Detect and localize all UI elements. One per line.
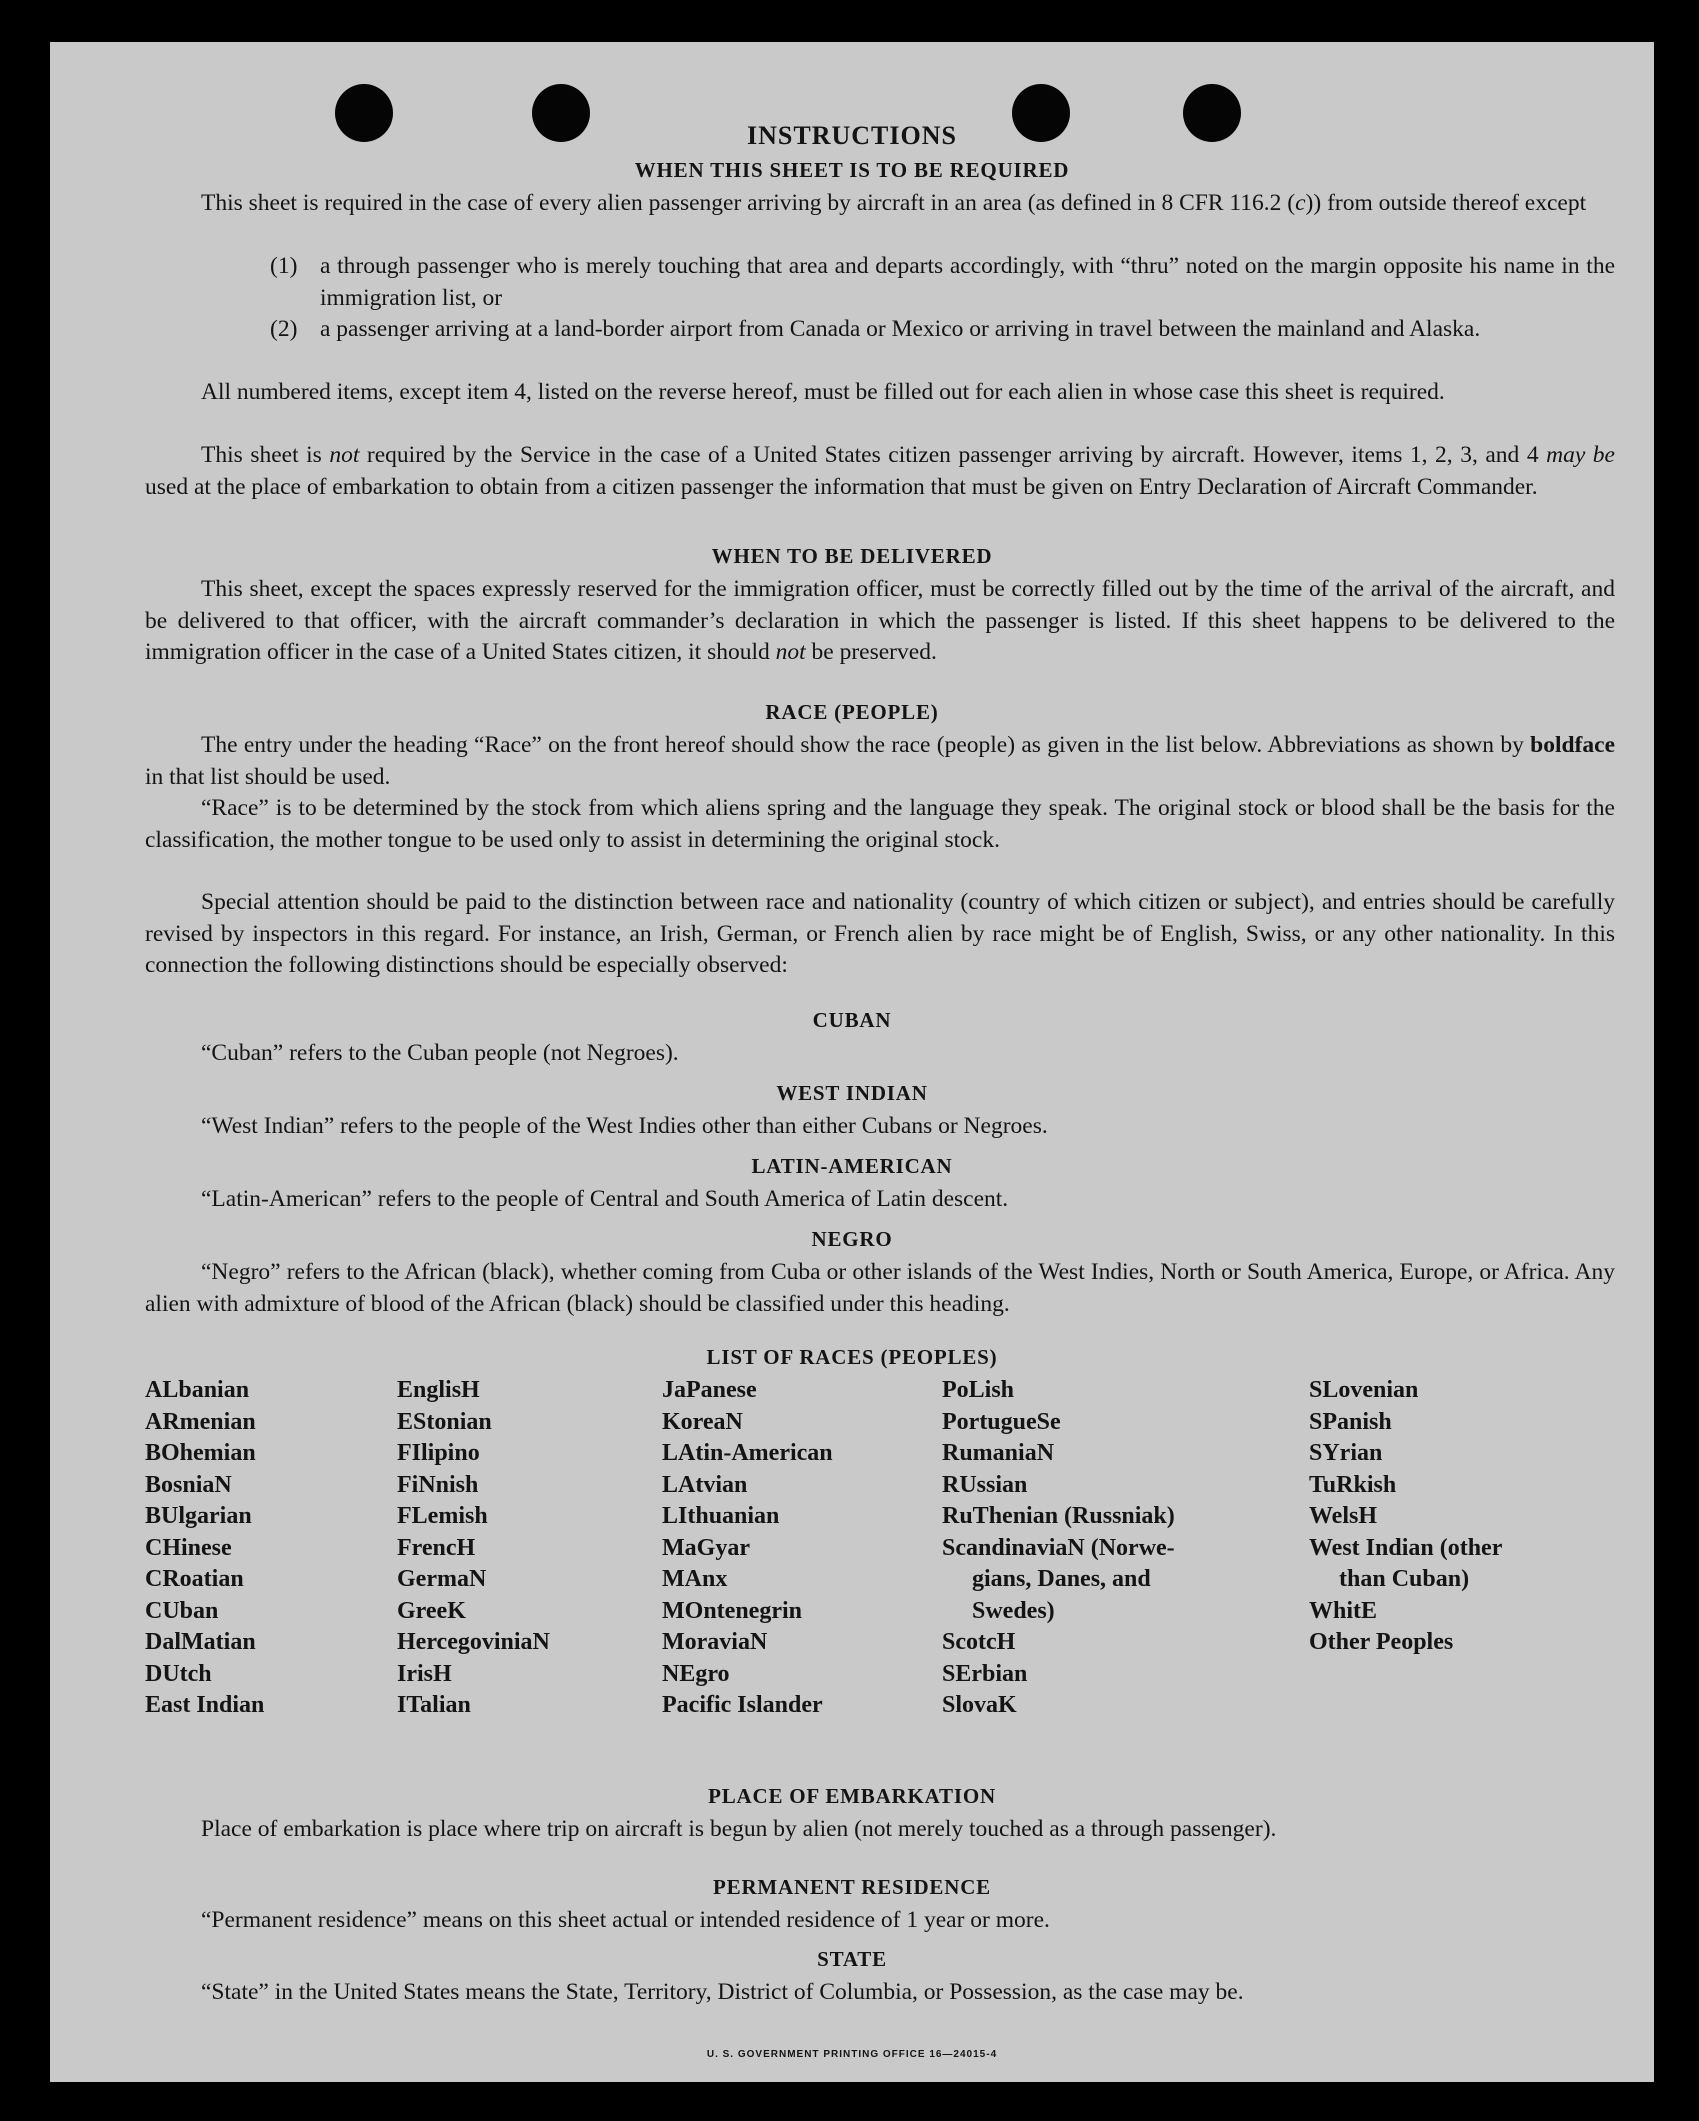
race-item: NEgro bbox=[662, 1660, 730, 1687]
race-item: RuThenian (Russniak) bbox=[942, 1503, 1175, 1529]
race-item: MaGyar bbox=[662, 1534, 750, 1561]
heading-latin-american: LATIN-AMERICAN bbox=[751, 1154, 953, 1178]
race-item: Swedes) bbox=[972, 1597, 1055, 1624]
race-item: MOntenegrin bbox=[662, 1597, 802, 1624]
race-item: ScandinaviaN (Norwe- bbox=[942, 1534, 1175, 1561]
race-item: SErbian bbox=[942, 1660, 1028, 1687]
race-item: TuRkish bbox=[1309, 1471, 1397, 1498]
para-required: This sheet is required in the case of every alien passenger arriving by aircraft in an area (as defined in 8 CFR 116.2 (c)) from outside thereof except bbox=[201, 190, 1587, 216]
race-item: WhitE bbox=[1309, 1597, 1378, 1624]
race-item: Pacific Islander bbox=[662, 1692, 823, 1718]
para-west-indian: “West Indian” refers to the people of the West Indies other than either Cubans or Negroes. bbox=[201, 1113, 1048, 1139]
race-item: BOhemian bbox=[145, 1440, 256, 1466]
heading-cuban: CUBAN bbox=[812, 1008, 892, 1032]
document-sheet bbox=[50, 42, 1654, 2082]
heading-when-delivered: WHEN TO BE DELIVERED bbox=[711, 544, 993, 568]
para-embarkation: Place of embarkation is place where trip on aircraft is begun by alien (not merely touched as a through passenger). bbox=[201, 1816, 1277, 1842]
race-item: gians, Danes, and bbox=[972, 1566, 1151, 1592]
race-item: SlovaK bbox=[942, 1692, 1017, 1718]
heading-list-of-races: LIST OF RACES (PEOPLES) bbox=[706, 1345, 998, 1369]
race-item: ITalian bbox=[397, 1692, 471, 1718]
heading-embarkation: PLACE OF EMBARKATION bbox=[708, 1784, 996, 1808]
race-item: EnglisH bbox=[397, 1377, 480, 1403]
printer-footer: U. S. GOVERNMENT PRINTING OFFICE 16—24015-4 bbox=[706, 2049, 998, 2060]
race-item: EStonian bbox=[397, 1408, 492, 1435]
race-item: BUlgarian bbox=[145, 1503, 252, 1529]
race-item: PortugueSe bbox=[942, 1408, 1061, 1435]
race-item: SPanish bbox=[1309, 1408, 1392, 1435]
race-item: RumaniaN bbox=[942, 1440, 1055, 1466]
para-race-stock: “Race” is to be determined by the stock from which aliens spring and the language they speak. The original stock or blood shall be the basis for the classification, the mother tongue to be used only to assist in determining the original stock. bbox=[145, 795, 1615, 853]
race-item: than Cuban) bbox=[1339, 1566, 1470, 1592]
race-item: MoraviaN bbox=[662, 1629, 768, 1655]
race-item: West Indian (other bbox=[1309, 1534, 1503, 1561]
para-state: “State” in the United States means the State, Territory, District of Columbia, or Possession, as the case may be. bbox=[201, 1979, 1244, 2005]
race-item: East Indian bbox=[145, 1692, 265, 1718]
race-column-1 bbox=[145, 1375, 264, 1722]
race-item: DalMatian bbox=[145, 1629, 256, 1655]
race-column-3 bbox=[662, 1375, 833, 1722]
page-title: INSTRUCTIONS bbox=[747, 121, 957, 150]
race-item: SYrian bbox=[1309, 1440, 1383, 1466]
race-item: CHinese bbox=[145, 1534, 232, 1561]
heading-residence: PERMANENT RESIDENCE bbox=[713, 1875, 991, 1899]
para-race-entry: The entry under the heading “Race” on the front hereof should show the race (people) as given in the list below. Abbreviations as shown by boldface in that list should be used. bbox=[145, 732, 1615, 790]
race-item: JaPanese bbox=[662, 1377, 757, 1403]
para-delivered: This sheet, except the spaces expressly reserved for the immigration officer, must be correctly filled out by the time of the arrival of the aircraft, and be delivered to that officer, with the aircraft commander’s declaration in which the passenger is listed. If this sheet happens to be delivered to the immigration officer in the case of a United States citizen, it should not be preserved. bbox=[145, 576, 1615, 665]
para-citizen: This sheet is not required by the Service in the case of a United States citizen passenger arriving by aircraft. However, items 1, 2, 3, and 4 may be used at the place of embarkation to obtain from a citizen passenger the information that must be given on Entry Declaration of Aircraft Commander. bbox=[145, 442, 1615, 500]
heading-negro: NEGRO bbox=[811, 1227, 893, 1251]
para-latin-american: “Latin-American” refers to the people of Central and South America of Latin descent. bbox=[201, 1186, 1009, 1212]
race-item: ScotcH bbox=[942, 1629, 1016, 1655]
race-item: RUssian bbox=[942, 1471, 1028, 1498]
heading-when-required: WHEN THIS SHEET IS TO BE REQUIRED bbox=[634, 158, 1070, 182]
race-item: PoLish bbox=[942, 1377, 1015, 1403]
race-item: FrencH bbox=[397, 1534, 476, 1561]
race-column-5 bbox=[1309, 1375, 1502, 1659]
race-item: HercegoviniaN bbox=[397, 1629, 550, 1655]
race-item: WelsH bbox=[1309, 1503, 1378, 1529]
race-item: LAtin-American bbox=[662, 1440, 833, 1466]
para-cuban: “Cuban” refers to the Cuban people (not Negroes). bbox=[201, 1040, 679, 1066]
exception-item-1: (1) a through passenger who is merely touching that area and departs accordingly, with “thru” noted on the margin opposite his name in the immigration list, or bbox=[270, 253, 1615, 311]
para-residence: “Permanent residence” means on this sheet actual or intended residence of 1 year or more. bbox=[201, 1907, 1050, 1933]
race-item: LIthuanian bbox=[662, 1503, 780, 1529]
race-item: ALbanian bbox=[145, 1377, 250, 1403]
heading-race: RACE (PEOPLE) bbox=[765, 700, 939, 724]
race-item: FLemish bbox=[397, 1503, 488, 1529]
race-column-4 bbox=[942, 1375, 1175, 1722]
race-item: IrisH bbox=[397, 1660, 452, 1687]
para-race-distinction: Special attention should be paid to the distinction between race and nationality (country of which citizen or subject), and entries should be carefully revised by inspectors in this regard. For instance, an Irish, German, or French alien by race might be of English, Swiss, or any other nationality. In this connection the following distinctions should be especially observed: bbox=[145, 889, 1615, 978]
race-item: KoreaN bbox=[662, 1408, 743, 1435]
race-item: FiNnish bbox=[397, 1471, 479, 1498]
exception-item-2: (2) a passenger arriving at a land-border airport from Canada or Mexico or arriving in travel between the mainland and Alaska. bbox=[270, 316, 1481, 342]
race-item: CUban bbox=[145, 1597, 219, 1624]
race-item: GreeK bbox=[397, 1597, 466, 1624]
race-item: MAnx bbox=[662, 1566, 728, 1592]
race-item: CRoatian bbox=[145, 1566, 244, 1592]
race-item: LAtvian bbox=[662, 1471, 748, 1498]
race-item: BosniaN bbox=[145, 1471, 232, 1498]
race-item: ARmenian bbox=[145, 1408, 256, 1435]
race-item: SLovenian bbox=[1309, 1377, 1419, 1403]
race-column-2 bbox=[397, 1375, 550, 1722]
race-item: FIlipino bbox=[397, 1440, 480, 1466]
race-item: Other Peoples bbox=[1309, 1629, 1454, 1655]
race-item: GermaN bbox=[397, 1566, 487, 1592]
para-negro: “Negro” refers to the African (black), whether coming from Cuba or other islands of the West Indies, North or South America, Europe, or Africa. Any alien with admixture of blood of the African (black) should be classified under this heading. bbox=[145, 1259, 1615, 1317]
heading-west-indian: WEST INDIAN bbox=[776, 1081, 928, 1105]
race-item: DUtch bbox=[145, 1660, 212, 1687]
heading-state: STATE bbox=[817, 1947, 887, 1971]
para-numbered-items: All numbered items, except item 4, listed on the reverse hereof, must be filled out for each alien in whose case this sheet is required. bbox=[201, 379, 1445, 405]
